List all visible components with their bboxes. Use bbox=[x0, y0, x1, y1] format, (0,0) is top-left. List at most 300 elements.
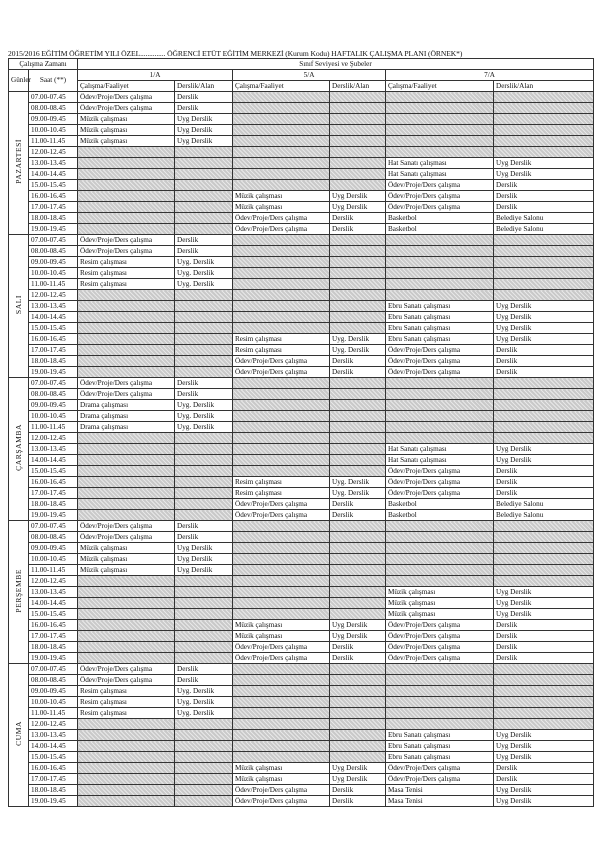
activity-1a-cell bbox=[78, 576, 175, 587]
activity-1a-cell bbox=[78, 741, 175, 752]
room-1a-cell bbox=[175, 785, 233, 796]
activity-5a-cell bbox=[233, 554, 330, 565]
activity-1a-cell bbox=[78, 587, 175, 598]
time-cell: 10.00-10.45 bbox=[29, 411, 78, 422]
table-row bbox=[9, 279, 594, 290]
room-1a-cell bbox=[175, 642, 233, 653]
day-name: SALI bbox=[14, 294, 23, 315]
activity-7a-cell: Masa Tenisi bbox=[386, 785, 494, 796]
activity-7a-cell bbox=[386, 389, 494, 400]
activity-7a-cell bbox=[386, 103, 494, 114]
activity-7a-cell: Basketbol bbox=[386, 213, 494, 224]
activity-5a-cell: Ödev/Proje/Ders çalışma bbox=[233, 785, 330, 796]
time-cell: 14.00-14.45 bbox=[29, 741, 78, 752]
room-1a-cell bbox=[175, 356, 233, 367]
activity-5a-cell: Resim çalışması bbox=[233, 345, 330, 356]
time-cell: 10.00-10.45 bbox=[29, 554, 78, 565]
table-row bbox=[9, 785, 594, 796]
room-7a-cell: Uyg Derslik bbox=[494, 741, 594, 752]
activity-5a-cell bbox=[233, 664, 330, 675]
table-row bbox=[9, 367, 594, 378]
activity-7a-cell bbox=[386, 664, 494, 675]
table-row bbox=[9, 411, 594, 422]
activity-1a-cell bbox=[78, 620, 175, 631]
room-5a-cell bbox=[330, 136, 386, 147]
room-7a-cell bbox=[494, 378, 594, 389]
activity-1a-cell bbox=[78, 730, 175, 741]
room-5a-cell bbox=[330, 92, 386, 103]
activity-5a-cell bbox=[233, 180, 330, 191]
activity-header-5a: Çalışma/Faaliyet bbox=[233, 81, 330, 92]
time-cell: 09.00-09.45 bbox=[29, 257, 78, 268]
room-5a-cell: Uyg Derslik bbox=[330, 191, 386, 202]
activity-1a-cell bbox=[78, 345, 175, 356]
table-row bbox=[9, 455, 594, 466]
activity-5a-cell bbox=[233, 125, 330, 136]
room-7a-cell: Uyg Derslik bbox=[494, 796, 594, 807]
activity-7a-cell: Ebru Sanatı çalışması bbox=[386, 334, 494, 345]
activity-7a-cell: Ödev/Proje/Ders çalışma bbox=[386, 477, 494, 488]
room-7a-cell: Derslik bbox=[494, 488, 594, 499]
room-5a-cell bbox=[330, 279, 386, 290]
room-5a-cell: Derslik bbox=[330, 213, 386, 224]
table-row bbox=[9, 290, 594, 301]
room-5a-cell: Derslik bbox=[330, 356, 386, 367]
activity-1a-cell bbox=[78, 367, 175, 378]
room-7a-cell: Uyg Derslik bbox=[494, 598, 594, 609]
room-7a-cell: Uyg Derslik bbox=[494, 334, 594, 345]
activity-7a-cell bbox=[386, 92, 494, 103]
activity-1a-cell bbox=[78, 455, 175, 466]
activity-7a-cell bbox=[386, 125, 494, 136]
table-row bbox=[9, 708, 594, 719]
table-row bbox=[9, 257, 594, 268]
table-row bbox=[9, 576, 594, 587]
day-label-cell bbox=[9, 92, 29, 235]
activity-5a-cell bbox=[233, 598, 330, 609]
calisma-zamani-header: Çalışma Zamanı bbox=[9, 59, 78, 70]
activity-5a-cell bbox=[233, 675, 330, 686]
activity-7a-cell: Hat Sanatı çalışması bbox=[386, 169, 494, 180]
activity-1a-cell: Ödev/Proje/Ders çalışma bbox=[78, 235, 175, 246]
room-7a-cell: Derslik bbox=[494, 642, 594, 653]
room-5a-cell bbox=[330, 752, 386, 763]
room-1a-cell bbox=[175, 752, 233, 763]
activity-5a-cell bbox=[233, 466, 330, 477]
room-7a-cell bbox=[494, 708, 594, 719]
room-7a-cell: Uyg Derslik bbox=[494, 609, 594, 620]
room-1a-cell: Derslik bbox=[175, 664, 233, 675]
room-5a-cell bbox=[330, 455, 386, 466]
room-5a-cell bbox=[330, 444, 386, 455]
day-name: PERŞEMBE bbox=[14, 568, 23, 613]
activity-5a-cell bbox=[233, 565, 330, 576]
activity-7a-cell bbox=[386, 543, 494, 554]
room-1a-cell: Uyg Derslik bbox=[175, 565, 233, 576]
activity-7a-cell: Ödev/Proje/Ders çalışma bbox=[386, 202, 494, 213]
activity-5a-cell: Müzik çalışması bbox=[233, 202, 330, 213]
activity-7a-cell bbox=[386, 400, 494, 411]
room-1a-cell bbox=[175, 367, 233, 378]
room-7a-cell: Derslik bbox=[494, 180, 594, 191]
room-5a-cell bbox=[330, 257, 386, 268]
room-5a-cell bbox=[330, 686, 386, 697]
activity-5a-cell: Müzik çalışması bbox=[233, 191, 330, 202]
room-1a-cell bbox=[175, 191, 233, 202]
room-7a-cell: Uyg Derslik bbox=[494, 301, 594, 312]
room-7a-cell bbox=[494, 400, 594, 411]
table-row bbox=[9, 631, 594, 642]
activity-7a-cell bbox=[386, 521, 494, 532]
room-5a-cell bbox=[330, 268, 386, 279]
table-row bbox=[9, 92, 594, 103]
room-7a-cell: Derslik bbox=[494, 367, 594, 378]
activity-7a-cell: Basketbol bbox=[386, 224, 494, 235]
room-1a-cell bbox=[175, 213, 233, 224]
room-7a-cell bbox=[494, 521, 594, 532]
activity-header-7a: Çalışma/Faaliyet bbox=[386, 81, 494, 92]
room-1a-cell bbox=[175, 312, 233, 323]
activity-1a-cell bbox=[78, 499, 175, 510]
room-5a-cell bbox=[330, 466, 386, 477]
activity-1a-cell bbox=[78, 147, 175, 158]
time-cell: 15.00-15.45 bbox=[29, 752, 78, 763]
activity-1a-cell bbox=[78, 356, 175, 367]
time-cell: 11.00-11.45 bbox=[29, 565, 78, 576]
time-cell: 18.00-18.45 bbox=[29, 785, 78, 796]
room-7a-cell: Uyg Derslik bbox=[494, 785, 594, 796]
activity-5a-cell bbox=[233, 114, 330, 125]
room-7a-cell bbox=[494, 257, 594, 268]
room-1a-cell bbox=[175, 301, 233, 312]
room-1a-cell bbox=[175, 774, 233, 785]
activity-1a-cell: Ödev/Proje/Ders çalışma bbox=[78, 92, 175, 103]
day-label-cell bbox=[9, 378, 29, 521]
room-7a-cell: Belediye Salonu bbox=[494, 224, 594, 235]
activity-5a-cell bbox=[233, 92, 330, 103]
activity-5a-cell bbox=[233, 752, 330, 763]
time-cell: 18.00-18.45 bbox=[29, 642, 78, 653]
room-1a-cell: Uyg. Derslik bbox=[175, 411, 233, 422]
table-row bbox=[9, 400, 594, 411]
table-row bbox=[9, 598, 594, 609]
activity-7a-cell bbox=[386, 422, 494, 433]
activity-5a-cell bbox=[233, 257, 330, 268]
room-5a-cell: Derslik bbox=[330, 510, 386, 521]
header-row-3 bbox=[9, 81, 594, 92]
activity-1a-cell bbox=[78, 444, 175, 455]
time-cell: 11.00-11.45 bbox=[29, 279, 78, 290]
room-7a-cell bbox=[494, 422, 594, 433]
time-cell: 15.00-15.45 bbox=[29, 609, 78, 620]
activity-7a-cell bbox=[386, 719, 494, 730]
room-1a-cell bbox=[175, 433, 233, 444]
activity-7a-cell bbox=[386, 246, 494, 257]
activity-7a-cell: Ödev/Proje/Ders çalışma bbox=[386, 367, 494, 378]
activity-7a-cell bbox=[386, 235, 494, 246]
room-7a-cell bbox=[494, 543, 594, 554]
room-7a-cell bbox=[494, 576, 594, 587]
room-7a-cell bbox=[494, 92, 594, 103]
time-cell: 07.00-07.45 bbox=[29, 235, 78, 246]
table-row bbox=[9, 246, 594, 257]
room-1a-cell: Uyg. Derslik bbox=[175, 686, 233, 697]
activity-1a-cell: Drama çalışması bbox=[78, 422, 175, 433]
room-7a-cell: Derslik bbox=[494, 202, 594, 213]
activity-7a-cell: Ödev/Proje/Ders çalışma bbox=[386, 653, 494, 664]
room-5a-cell: Uyg. Derslik bbox=[330, 488, 386, 499]
activity-7a-cell bbox=[386, 554, 494, 565]
room-5a-cell: Derslik bbox=[330, 499, 386, 510]
activity-7a-cell bbox=[386, 532, 494, 543]
time-cell: 17.00-17.45 bbox=[29, 774, 78, 785]
table-row bbox=[9, 697, 594, 708]
time-cell: 17.00-17.45 bbox=[29, 202, 78, 213]
room-7a-cell bbox=[494, 290, 594, 301]
time-cell: 19.00-19.45 bbox=[29, 510, 78, 521]
activity-7a-cell bbox=[386, 268, 494, 279]
room-1a-cell: Uyg Derslik bbox=[175, 125, 233, 136]
activity-5a-cell bbox=[233, 444, 330, 455]
activity-7a-cell: Masa Tenisi bbox=[386, 796, 494, 807]
activity-1a-cell bbox=[78, 323, 175, 334]
room-7a-cell bbox=[494, 389, 594, 400]
activity-1a-cell: Ödev/Proje/Ders çalışma bbox=[78, 664, 175, 675]
table-row bbox=[9, 180, 594, 191]
activity-5a-cell: Ödev/Proje/Ders çalışma bbox=[233, 642, 330, 653]
room-1a-cell bbox=[175, 796, 233, 807]
room-1a-cell: Uyg Derslik bbox=[175, 554, 233, 565]
activity-5a-cell bbox=[233, 136, 330, 147]
plan-body bbox=[9, 92, 594, 807]
room-1a-cell bbox=[175, 180, 233, 191]
room-5a-cell bbox=[330, 708, 386, 719]
room-7a-cell: Uyg Derslik bbox=[494, 730, 594, 741]
time-cell: 09.00-09.45 bbox=[29, 114, 78, 125]
room-1a-cell: Uyg. Derslik bbox=[175, 708, 233, 719]
table-row bbox=[9, 587, 594, 598]
time-cell: 17.00-17.45 bbox=[29, 488, 78, 499]
activity-5a-cell bbox=[233, 235, 330, 246]
room-5a-cell: Derslik bbox=[330, 653, 386, 664]
saat-header: Saat (**) bbox=[29, 70, 78, 92]
activity-7a-cell: Hat Sanatı çalışması bbox=[386, 158, 494, 169]
activity-1a-cell bbox=[78, 796, 175, 807]
activity-1a-cell bbox=[78, 180, 175, 191]
activity-5a-cell bbox=[233, 521, 330, 532]
room-7a-cell bbox=[494, 411, 594, 422]
time-cell: 10.00-10.45 bbox=[29, 125, 78, 136]
activity-7a-cell: Ödev/Proje/Ders çalışma bbox=[386, 180, 494, 191]
room-5a-cell bbox=[330, 169, 386, 180]
activity-7a-cell: Ebru Sanatı çalışması bbox=[386, 301, 494, 312]
room-1a-cell bbox=[175, 477, 233, 488]
activity-5a-cell bbox=[233, 741, 330, 752]
room-1a-cell: Uyg. Derslik bbox=[175, 279, 233, 290]
activity-7a-cell: Ödev/Proje/Ders çalışma bbox=[386, 631, 494, 642]
day-label-cell bbox=[9, 235, 29, 378]
room-5a-cell bbox=[330, 532, 386, 543]
activity-5a-cell: Müzik çalışması bbox=[233, 631, 330, 642]
room-5a-cell: Uyg. Derslik bbox=[330, 477, 386, 488]
activity-1a-cell bbox=[78, 433, 175, 444]
time-cell: 17.00-17.45 bbox=[29, 631, 78, 642]
room-5a-cell bbox=[330, 378, 386, 389]
room-1a-cell: Derslik bbox=[175, 521, 233, 532]
activity-5a-cell bbox=[233, 103, 330, 114]
activity-1a-cell bbox=[78, 191, 175, 202]
activity-5a-cell bbox=[233, 686, 330, 697]
room-5a-cell: Derslik bbox=[330, 367, 386, 378]
table-row bbox=[9, 136, 594, 147]
room-5a-cell: Uyg Derslik bbox=[330, 620, 386, 631]
table-row bbox=[9, 103, 594, 114]
table-row bbox=[9, 125, 594, 136]
table-row bbox=[9, 763, 594, 774]
room-5a-cell: Uyg Derslik bbox=[330, 763, 386, 774]
room-5a-cell bbox=[330, 180, 386, 191]
time-cell: 15.00-15.45 bbox=[29, 323, 78, 334]
room-5a-cell bbox=[330, 554, 386, 565]
room-7a-cell: Belediye Salonu bbox=[494, 499, 594, 510]
table-row bbox=[9, 312, 594, 323]
activity-7a-cell: Ebru Sanatı çalışması bbox=[386, 752, 494, 763]
room-5a-cell bbox=[330, 290, 386, 301]
activity-1a-cell bbox=[78, 785, 175, 796]
room-7a-cell: Derslik bbox=[494, 356, 594, 367]
room-7a-cell bbox=[494, 279, 594, 290]
time-cell: 12.00-12.45 bbox=[29, 433, 78, 444]
room-1a-cell bbox=[175, 444, 233, 455]
activity-1a-cell bbox=[78, 510, 175, 521]
table-row bbox=[9, 268, 594, 279]
room-5a-cell bbox=[330, 598, 386, 609]
table-row bbox=[9, 378, 594, 389]
time-cell: 18.00-18.45 bbox=[29, 356, 78, 367]
room-7a-cell bbox=[494, 565, 594, 576]
time-cell: 08.00-08.45 bbox=[29, 389, 78, 400]
room-5a-cell bbox=[330, 323, 386, 334]
room-1a-cell bbox=[175, 455, 233, 466]
activity-7a-cell bbox=[386, 279, 494, 290]
table-row bbox=[9, 147, 594, 158]
activity-5a-cell: Resim çalışması bbox=[233, 488, 330, 499]
time-cell: 12.00-12.45 bbox=[29, 290, 78, 301]
activity-1a-cell bbox=[78, 631, 175, 642]
time-cell: 15.00-15.45 bbox=[29, 180, 78, 191]
table-row bbox=[9, 114, 594, 125]
time-cell: 19.00-19.45 bbox=[29, 653, 78, 664]
activity-1a-cell bbox=[78, 598, 175, 609]
activity-7a-cell: Müzik çalışması bbox=[386, 598, 494, 609]
room-7a-cell bbox=[494, 433, 594, 444]
day-name: PAZARTESİ bbox=[14, 139, 23, 184]
room-1a-cell: Derslik bbox=[175, 246, 233, 257]
room-7a-cell bbox=[494, 719, 594, 730]
room-5a-cell bbox=[330, 301, 386, 312]
room-1a-cell: Uyg Derslik bbox=[175, 543, 233, 554]
activity-5a-cell bbox=[233, 587, 330, 598]
table-row bbox=[9, 202, 594, 213]
day-label-cell bbox=[9, 664, 29, 807]
activity-1a-cell: Ödev/Proje/Ders çalışma bbox=[78, 389, 175, 400]
activity-5a-cell: Resim çalışması bbox=[233, 477, 330, 488]
table-row bbox=[9, 543, 594, 554]
activity-5a-cell bbox=[233, 301, 330, 312]
room-7a-cell: Belediye Salonu bbox=[494, 510, 594, 521]
room-header-7a: Derslik/Alan bbox=[494, 81, 594, 92]
activity-1a-cell: Müzik çalışması bbox=[78, 114, 175, 125]
activity-1a-cell bbox=[78, 488, 175, 499]
activity-7a-cell bbox=[386, 147, 494, 158]
room-5a-cell: Derslik bbox=[330, 642, 386, 653]
time-cell: 14.00-14.45 bbox=[29, 169, 78, 180]
time-cell: 11.00-11.45 bbox=[29, 708, 78, 719]
activity-7a-cell: Ebru Sanatı çalışması bbox=[386, 323, 494, 334]
table-row bbox=[9, 169, 594, 180]
room-5a-cell: Derslik bbox=[330, 796, 386, 807]
room-7a-cell bbox=[494, 697, 594, 708]
activity-1a-cell bbox=[78, 719, 175, 730]
activity-1a-cell: Ödev/Proje/Ders çalışma bbox=[78, 675, 175, 686]
room-7a-cell: Derslik bbox=[494, 345, 594, 356]
activity-7a-cell: Basketbol bbox=[386, 499, 494, 510]
activity-7a-cell: Ebru Sanatı çalışması bbox=[386, 730, 494, 741]
activity-5a-cell bbox=[233, 169, 330, 180]
activity-1a-cell bbox=[78, 312, 175, 323]
room-7a-cell bbox=[494, 246, 594, 257]
table-row bbox=[9, 653, 594, 664]
activity-5a-cell: Ödev/Proje/Ders çalışma bbox=[233, 224, 330, 235]
room-1a-cell: Uyg. Derslik bbox=[175, 697, 233, 708]
header-row-2 bbox=[9, 70, 594, 81]
time-cell: 07.00-07.45 bbox=[29, 521, 78, 532]
activity-1a-cell: Ödev/Proje/Ders çalışma bbox=[78, 246, 175, 257]
table-row bbox=[9, 433, 594, 444]
weekly-plan-table bbox=[8, 58, 594, 807]
activity-5a-cell bbox=[233, 576, 330, 587]
time-cell: 16.00-16.45 bbox=[29, 334, 78, 345]
activity-5a-cell bbox=[233, 532, 330, 543]
room-5a-cell bbox=[330, 147, 386, 158]
activity-1a-cell: Resim çalışması bbox=[78, 257, 175, 268]
activity-7a-cell: Ödev/Proje/Ders çalışma bbox=[386, 345, 494, 356]
room-5a-cell bbox=[330, 246, 386, 257]
room-5a-cell bbox=[330, 730, 386, 741]
time-cell: 18.00-18.45 bbox=[29, 499, 78, 510]
activity-5a-cell bbox=[233, 433, 330, 444]
room-7a-cell bbox=[494, 147, 594, 158]
room-5a-cell: Uyg. Derslik bbox=[330, 345, 386, 356]
room-5a-cell bbox=[330, 158, 386, 169]
activity-5a-cell: Müzik çalışması bbox=[233, 774, 330, 785]
time-cell: 19.00-19.45 bbox=[29, 367, 78, 378]
activity-5a-cell: Müzik çalışması bbox=[233, 763, 330, 774]
room-5a-cell bbox=[330, 433, 386, 444]
room-5a-cell bbox=[330, 411, 386, 422]
activity-5a-cell bbox=[233, 455, 330, 466]
activity-1a-cell: Müzik çalışması bbox=[78, 136, 175, 147]
activity-5a-cell: Ödev/Proje/Ders çalışma bbox=[233, 510, 330, 521]
room-1a-cell bbox=[175, 345, 233, 356]
room-1a-cell bbox=[175, 466, 233, 477]
room-5a-cell: Uyg Derslik bbox=[330, 774, 386, 785]
table-row bbox=[9, 796, 594, 807]
table-row bbox=[9, 191, 594, 202]
activity-5a-cell: Ödev/Proje/Ders çalışma bbox=[233, 653, 330, 664]
activity-5a-cell bbox=[233, 378, 330, 389]
room-5a-cell bbox=[330, 609, 386, 620]
